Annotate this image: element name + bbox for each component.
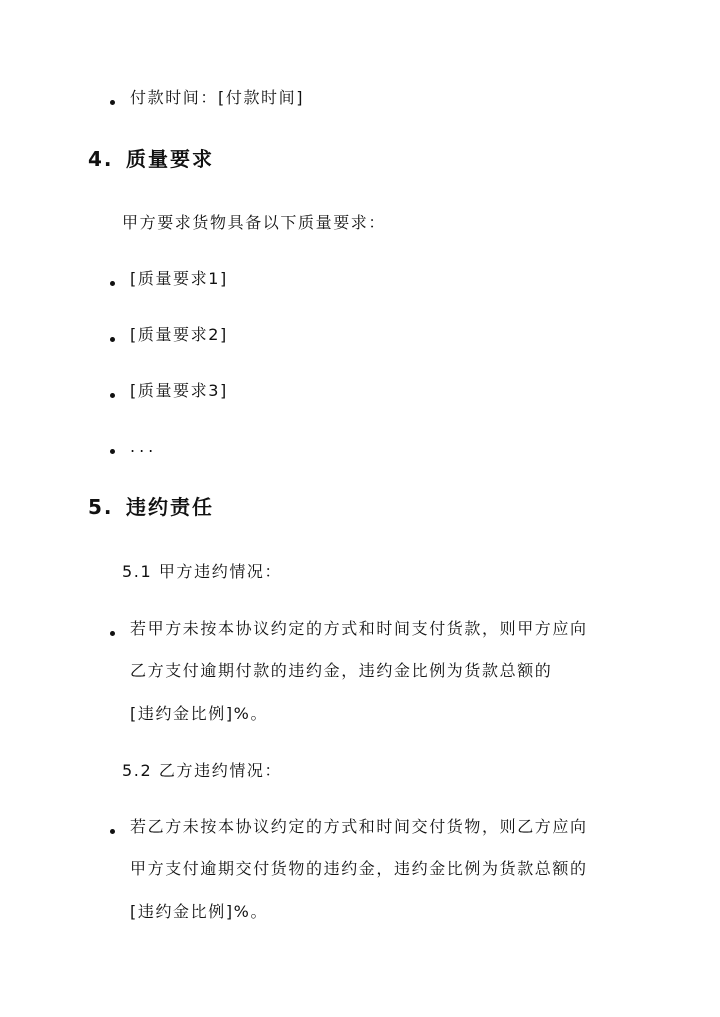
bullet-icon xyxy=(110,393,115,398)
section-4-heading xyxy=(88,147,214,171)
paragraph-line: 乙方支付逾期付款的违约金，违约金比例为货款总额的 xyxy=(130,661,553,680)
section-number: 5. xyxy=(88,495,114,519)
quality-requirement-item: ... xyxy=(130,437,158,456)
bullet-icon xyxy=(110,829,115,834)
bullet-icon xyxy=(110,449,115,454)
bullet-icon xyxy=(110,337,115,342)
section-5-heading xyxy=(88,495,214,519)
bullet-icon xyxy=(110,100,115,105)
subsection-5-2-heading: 5.2 乙方违约情况： xyxy=(122,761,283,780)
section-title: 质量要求 xyxy=(126,147,214,171)
paragraph-line: 若乙方未按本协议约定的方式和时间交付货物，则乙方应向 xyxy=(130,817,588,836)
quality-requirement-item: [质量要求2] xyxy=(130,325,228,344)
section-4-intro: 甲方要求货物具备以下质量要求： xyxy=(122,213,387,232)
paragraph-line: 若甲方未按本协议约定的方式和时间支付货款，则甲方应向 xyxy=(130,619,588,638)
section-number: 4. xyxy=(88,147,114,171)
paragraph-line: 甲方支付逾期交付货物的违约金，违约金比例为货款总额的 xyxy=(130,859,588,878)
quality-requirement-item: [质量要求1] xyxy=(130,269,228,288)
section-title: 违约责任 xyxy=(126,495,214,519)
paragraph-line: [违约金比例]%。 xyxy=(130,902,269,921)
payment-time-item: 付款时间：[付款时间] xyxy=(130,88,305,107)
subsection-5-1-heading: 5.1 甲方违约情况： xyxy=(122,562,283,581)
quality-requirement-item: [质量要求3] xyxy=(130,381,228,400)
bullet-icon xyxy=(110,281,115,286)
paragraph-line: [违约金比例]%。 xyxy=(130,704,269,723)
bullet-icon xyxy=(110,631,115,636)
